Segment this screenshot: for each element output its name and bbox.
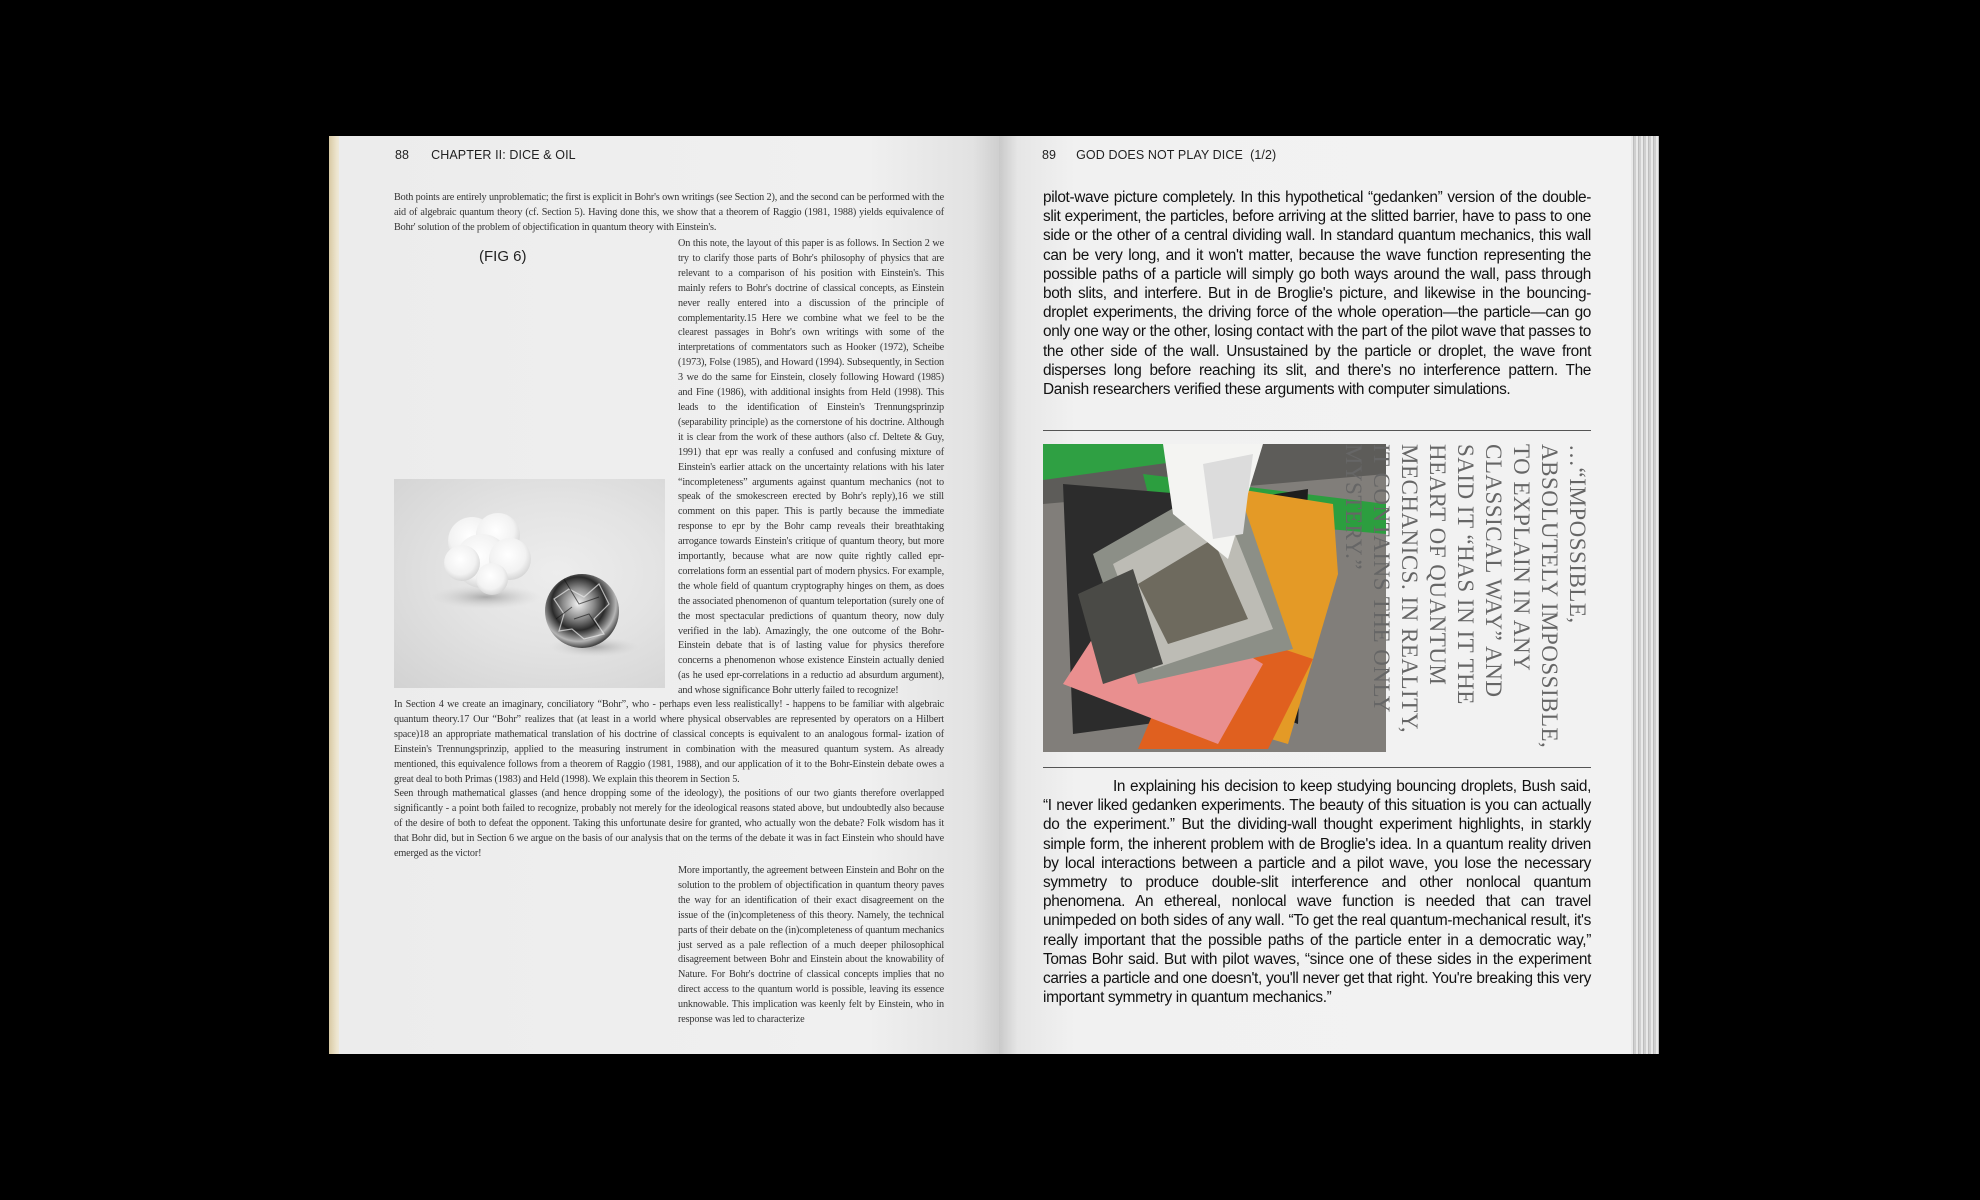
right-running-head [1042,148,1276,162]
left-column-paragraph: On this note, the layout of this paper is as follows. In Section 2 we try to clarify those parts of Bohr's philosophy of physics that are relevant to a comparison of his position with Einstein's. This mainly refers to Bohr's doctrine of classical concepts, as Einstein never really entered into a discussion of the principle of complementarity.15 Here we combine what we feel to be the clearest passages in Bohr's own writings with some of the interpretations of commentators such as Hooker (1972), Scheibe (1973), Folse (1985), and Howard (1994). Subsequently, in Section 3 we do the same for Einstein, closely following Howard (1985) and Fine (1986), with additional insights from Held (1998). This leads to the identification of Einstein's Trennungsprinzip (separability principle) as the cornerstone of his doctrine. Although it is clear from the work of these authors (also cf. Deltete & Guy, 1991) that epr was really a confused and confusing mixture of Einstein's earlier attack on the uncertainty relations with his later “incompleteness” arguments against quantum mechanics (not to speak of the smokescreen erected by Bohr's reply),16 we still comment on this paper. This is partly because the immediate response to epr by the Bohr camp reveals their breathtaking arrogance towards Einstein's critique of quantum theory, but more importantly, because what are now quite rightly called epr-correlations form an essential part of modern physics. For example, the whole field of quantum cryptography hinges on them, as does the associated phenomenon of quantum teleportation (surely one of the most spectacular predictions of quantum theory, now duly verified in the lab). Amazingly, the one outcome of the Bohr-Einstein debate that is of lasting value for physics therefore concerns a phenomenon whose existence Einstein actually denied (as he used epr-correlations in a reductio ad absurdum argument), and whose significance Bohr utterly failed to recognize! [678,238,944,697]
left-chapter-title: CHAPTER II: DICE & OIL [431,148,576,162]
cotton-ball [444,513,531,595]
right-top-paragraph: pilot-wave picture completely. In this hypothetical “gedanken” version of the double-slit experiment, the particles, before arriving at the slitted barrier, have to pass to one side or the other of a central dividing wall. In standard quantum mechanics, this wall can be very long, and it won't matter, because the wave function representing the possible paths of a particle will simply go both ways around the wall, pass through both slits, and interfere. But in de Broglie's picture, and likewise in the bouncing-droplet experiments, the driving force of the whole operation—the particle—can go only one way or the other, losing contact with the part of the pilot wave that passes to the other side of the wall. Unsustained by the particle or droplet, the wave front disperses long before reaching its slit, and there's no interference pattern. The Danish researchers verified these arguments with computer simulations. [1043,189,1591,399]
right-page [999,136,1631,1054]
right-bottom-text: In explaining his decision to keep studying bouncing droplets, Bush said, “I never liked gedanken experiments. The beauty of this situation is you can actually do the experiment.” But the dividing-wall thought experiment highlights, in starkly simple form, the inherent problem with de Broglie's idea. In a quantum reality driven by local interactions between a particle and a pilot wave, you lose the necessary symmetry to produce double-slit interference and other nonlocal quantum phenomena. An ethereal, nonlocal wave function is needed that can travel unimpeded on both sides of any wall. “To get the real quantum-mechanical result, it's really important that the possible paths of the particle enter in a democratic way,” Tomas Bohr said. But with pilot waves, “since one of these sides in the experiment carries a particle and one doesn't, you'll never get that right. You're breaking this very important symmetry in quantum mechanics.” [1043,778,1591,1007]
left-full-width-text [394,698,944,862]
foil-ball [545,574,619,648]
left-full-paragraph-2: Seen through mathematical glasses (and hence dropping some of the ideology), the positions of our two giants therefore overlapped significantly - a point both failed to recognize, probably not merely for the ideological reasons stated above, but undoubtedly also because of the desire of both to defeat the opponent. Taking this unfortunate desire for granted, who actually won the debate? Folk wisdom has it that Bohr did, but in Section 6 we argue on the basis of our analysis that on the terms of the debate it was in fact Einstein who should have emerged as the victor! [394,788,944,860]
pull-quote-area [1341,444,1591,752]
figure-label: (FIG 6) [479,248,527,265]
left-running-head [395,148,576,162]
left-page [339,136,999,1054]
right-page-edges [1629,136,1659,1054]
open-book [329,136,1659,1054]
right-chapter-title: GOD DOES NOT PLAY DICE [1076,148,1243,162]
bottom-divider [1043,767,1591,768]
right-chapter-part: (1/2) [1250,148,1277,162]
right-bottom-paragraph [1043,777,1591,1007]
left-intro-paragraph: Both points are entirely unproblematic; the first is explicit in Bohr's own writings (see Section 2), and the second can be performed with the aid of algebraic quantum theory (cf. Section 5). Having done this, we show that a theorem of Raggio (1981, 1988) yields equivalence of Bohr' solution of the problem of objectification in quantum theory with Einstein's. [394,192,944,233]
figure-photo-cotton-and-foil-ball [394,479,665,688]
right-page-number: 89 [1042,148,1057,162]
left-page-number: 88 [395,148,410,162]
top-divider [1043,430,1591,431]
left-column-paragraph-2: More importantly, the agreement between Einstein and Bohr on the solution to the problem of objectification in quantum theory paves the way for an identification of their exact disagreement on the issue of the (in)completeness of this theory. Namely, the technical parts of their debate on the (in)completeness of quantum mechanics just served as a pale reflection of a much deeper philosophical disagreement between Bohr and Einstein about the knowability of Nature. For Bohr's doctrine of classical concepts implies that no direct access to the quantum world is possible, leaving its essence unknowable. This implication was keenly felt by Einstein, who in response was led to characterize [678,865,944,1026]
left-full-paragraph-1: In Section 4 we create an imaginary, conciliatory “Bohr”, who - perhaps even less realistically! - happens to be familiar with algebraic quantum theory.17 Our “Bohr” realizes that (at least in a world where physical observables are represented by operators on a Hilbert space)18 an appropriate mathematical translation of his doctrine of classical concepts is equivalent to an analogous formal- ization of Einstein's Trennungsprinzip, applied to the measuring instrument in combination with the measured quantum system. As already mentioned, this equivalence follows from a theorem of Raggio (1981, 1988), and our application of it to the Bohr-Einstein debate owes a great deal to both Primas (1983) and Held (1998). We explain this theorem in Section 5. [394,699,944,785]
pull-quote: …“IMPOSSIBLE, ABSOLUTELY IMPOSSIBLE, TO EXPLAIN IN ANY CLASSICAL WAY” AND SAID IT “HAS IN IT THE HEART OF QUANTUM MECHANICS. IN REALITY, IT CONTAINS THE ONLY MYSTERY.” [1341,444,1590,749]
collage-artwork [1043,444,1386,752]
